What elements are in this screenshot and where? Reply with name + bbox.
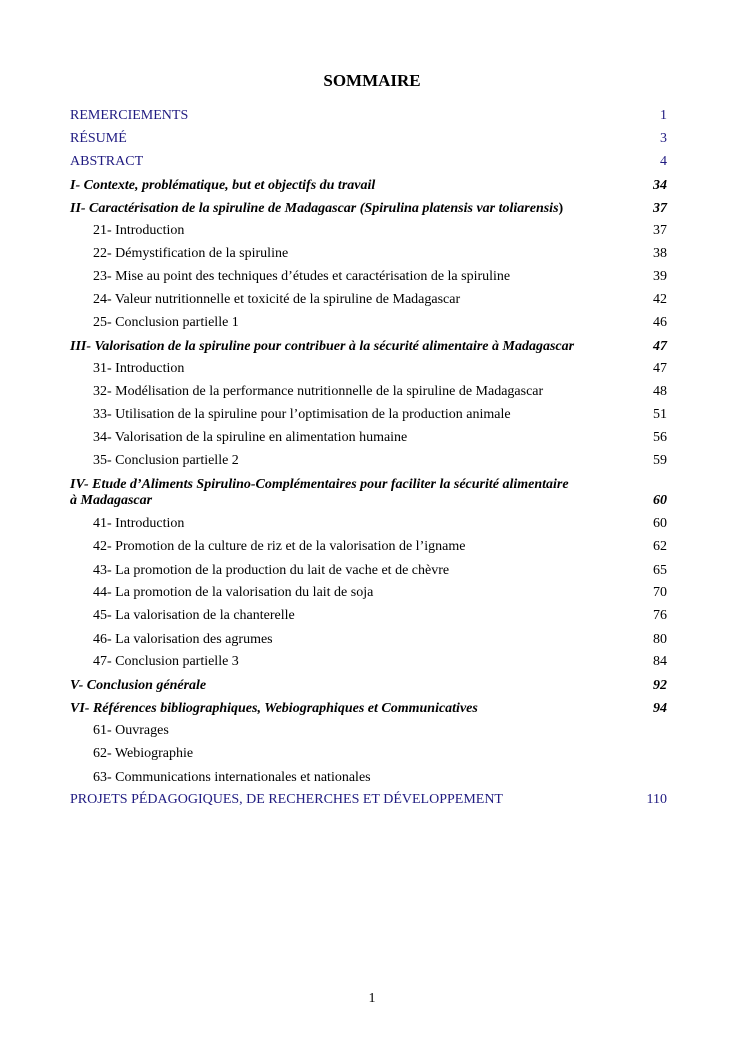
toc-label: III- Valorisation de la spiruline pour contribuer à la sécurité alimentaire à Madagascar: [70, 339, 575, 354]
toc-label: 62- Webiographie: [93, 746, 194, 761]
toc-label: 45- La valorisation de la chanterelle: [93, 608, 295, 623]
toc-page: 60: [653, 493, 667, 508]
toc-entry-25[interactable]: [93, 315, 667, 331]
toc-entry-23[interactable]: [93, 269, 667, 285]
toc-label: 22- Démystification de la spiruline: [93, 246, 289, 261]
toc-entry-42[interactable]: [93, 539, 667, 555]
toc-page: 62: [653, 539, 667, 554]
toc-entry-47[interactable]: [93, 654, 667, 670]
toc-label-part: II- Caractérisation de la spiruline de Madagascar (: [70, 201, 365, 216]
toc-page: 47: [653, 361, 667, 376]
toc-entry-resume[interactable]: [70, 131, 667, 147]
toc-page: 110: [646, 792, 667, 807]
toc-entry-32[interactable]: [93, 384, 667, 400]
toc-label: I- Contexte, problématique, but et objectifs du travail: [70, 178, 376, 193]
toc-label: REMERCIEMENTS: [70, 108, 189, 123]
toc-page: 39: [653, 269, 667, 284]
toc-label: 42- Promotion de la culture de riz et de la valorisation de l’igname: [93, 539, 466, 554]
toc-page: 37: [653, 223, 667, 238]
toc-label: 43- La promotion de la production du lait de vache et de chèvre: [93, 563, 450, 578]
toc-page: 80: [653, 632, 667, 647]
toc-entry-41[interactable]: [93, 516, 667, 532]
toc-entry-21[interactable]: [93, 223, 667, 239]
toc-page: 1: [660, 108, 667, 123]
toc-chapter-2[interactable]: [70, 201, 667, 217]
toc-label: 41- Introduction: [93, 516, 185, 531]
toc-page: 4: [660, 154, 667, 169]
toc-page: 34: [653, 178, 667, 193]
toc-page: 42: [653, 292, 667, 307]
toc-label: [70, 201, 563, 217]
toc-label: VI- Références bibliographiques, Webiographiques et Communicatives: [70, 701, 478, 716]
toc-label: PROJETS PÉDAGOGIQUES, DE RECHERCHES ET DÉVELOPPEMENT: [70, 792, 503, 807]
toc-entry-45[interactable]: [93, 608, 667, 624]
toc-label: 34- Valorisation de la spiruline en alimentation humaine: [93, 430, 408, 445]
toc-entry-43[interactable]: [93, 563, 667, 579]
toc-page: 84: [653, 654, 667, 669]
toc-label: 44- La promotion de la valorisation du lait de soja: [93, 585, 374, 600]
toc-page: 60: [653, 516, 667, 531]
toc-label-part: ): [558, 201, 564, 216]
toc-entry-24[interactable]: [93, 292, 667, 308]
toc-page: 51: [653, 407, 667, 422]
toc-chapter-6[interactable]: [70, 701, 667, 717]
toc-entry-61[interactable]: [93, 723, 667, 739]
toc-page: 37: [653, 201, 667, 216]
toc-entry-34[interactable]: [93, 430, 667, 446]
toc-label-line2: [70, 493, 667, 509]
toc-chapter-3[interactable]: [70, 339, 667, 355]
toc-chapter-4[interactable]: [70, 477, 667, 509]
toc-page: 92: [653, 678, 667, 693]
toc-page: 70: [653, 585, 667, 600]
toc-label: RÉSUMÉ: [70, 131, 127, 146]
toc-page: 46: [653, 315, 667, 330]
toc-label: 46- La valorisation des agrumes: [93, 632, 273, 647]
toc-label: 24- Valeur nutritionnelle et toxicité de la spiruline de Madagascar: [93, 292, 461, 307]
toc-chapter-1[interactable]: [70, 178, 667, 194]
toc-entry-projets[interactable]: [70, 792, 667, 808]
toc-entry-62[interactable]: [93, 746, 667, 762]
toc-entry-46[interactable]: [93, 632, 667, 648]
toc-entry-44[interactable]: [93, 585, 667, 601]
page-number: 1: [368, 991, 376, 1006]
toc-label: 25- Conclusion partielle 1: [93, 315, 239, 330]
toc-entry-31[interactable]: [93, 361, 667, 377]
toc-page: 48: [653, 384, 667, 399]
toc-label: 61- Ouvrages: [93, 723, 169, 738]
toc-page: 65: [653, 563, 667, 578]
toc-page: 56: [653, 430, 667, 445]
toc-label: 35- Conclusion partielle 2: [93, 453, 239, 468]
toc-label: 21- Introduction: [93, 223, 185, 238]
toc-label: 23- Mise au point des techniques d’études et caractérisation de la spiruline: [93, 269, 511, 284]
toc-label: ABSTRACT: [70, 154, 144, 169]
page-title: SOMMAIRE: [323, 71, 421, 90]
toc-label: à Madagascar: [70, 493, 153, 508]
toc-entry-63[interactable]: [93, 770, 667, 786]
toc-label: 63- Communications internationales et nationales: [93, 770, 371, 785]
toc-entry-abstract[interactable]: [70, 154, 667, 170]
toc-label: IV- Etude d’Aliments Spirulino-Complémentaires pour faciliter la sécurité alimentaire: [70, 477, 569, 492]
toc-label: 32- Modélisation de la performance nutritionnelle de la spiruline de Madagascar: [93, 384, 544, 399]
toc-page: 3: [660, 131, 667, 146]
toc-chapter-5[interactable]: [70, 678, 667, 694]
toc-entry-remerciements[interactable]: [70, 108, 667, 124]
toc-page: 94: [653, 701, 667, 716]
toc-label: V- Conclusion générale: [70, 678, 207, 693]
toc-label: 33- Utilisation de la spiruline pour l’optimisation de la production animale: [93, 407, 511, 422]
toc-page: 38: [653, 246, 667, 261]
toc-page: 59: [653, 453, 667, 468]
toc-entry-35[interactable]: [93, 453, 667, 469]
toc-label-species: Spirulina platensis var toliarensis: [364, 201, 559, 216]
toc-page: 76: [653, 608, 667, 623]
toc-entry-33[interactable]: [93, 407, 667, 423]
toc-page: 47: [653, 339, 667, 354]
toc-entry-22[interactable]: [93, 246, 667, 262]
toc-label: 31- Introduction: [93, 361, 185, 376]
toc-label: 47- Conclusion partielle 3: [93, 654, 239, 669]
